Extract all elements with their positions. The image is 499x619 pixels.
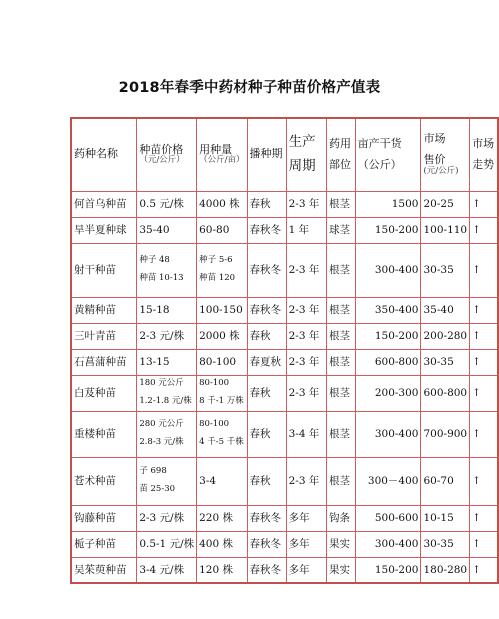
cell-part: 钩条 xyxy=(326,505,355,531)
cell-price: 3-4 元/株 xyxy=(137,557,197,583)
header-usage: 用种量 （公斤/亩） xyxy=(197,118,247,191)
cell-yield: 150-200 xyxy=(355,217,421,243)
price-table xyxy=(70,117,499,584)
cell-yield: 500-600 xyxy=(355,505,421,531)
header-cycle: 生产 周期 xyxy=(286,118,326,191)
table-row xyxy=(71,217,498,243)
table-row xyxy=(71,531,498,557)
cell-market: 30-35 xyxy=(421,531,470,557)
cell-yield: 300-400 xyxy=(355,531,421,557)
header-yield: 亩产干货 （公斤） xyxy=(355,118,421,191)
cell-part: 根茎 xyxy=(326,457,355,505)
cell-market: 600-800 xyxy=(421,375,470,411)
cell-trend: ↑ xyxy=(470,191,498,217)
cell-price: 0.5 元/株 xyxy=(137,191,197,217)
cell-name: 何首乌种苗 xyxy=(71,191,137,217)
table-row xyxy=(71,375,498,411)
cell-usage: 400 株 xyxy=(197,531,247,557)
cell-name: 钩藤种苗 xyxy=(71,505,137,531)
cell-part: 果实 xyxy=(326,557,355,583)
cell-cycle: 2-3 年 xyxy=(286,349,326,375)
cell-price: 13-15 xyxy=(137,349,197,375)
cell-part: 根茎 xyxy=(326,323,355,349)
cell-cycle: 2-3 年 xyxy=(286,375,326,411)
header-row xyxy=(71,118,498,191)
header-market: 市场 售价 (元/公斤) xyxy=(421,118,470,191)
cell-usage: 60-80 xyxy=(197,217,247,243)
cell-usage: 220 株 xyxy=(197,505,247,531)
header-season: 播种期 xyxy=(247,118,286,191)
cell-name: 石菖蒲种苗 xyxy=(71,349,137,375)
cell-cycle: 2-3 年 xyxy=(286,243,326,297)
cell-trend: ↑ xyxy=(470,297,498,323)
cell-part: 根茎 xyxy=(326,411,355,457)
cell-market: 30-35 xyxy=(421,349,470,375)
cell-trend: ↑ xyxy=(470,349,498,375)
cell-yield: 150-200 xyxy=(355,323,421,349)
cell-trend: ↑ xyxy=(470,531,498,557)
table-row xyxy=(71,557,498,583)
cell-part: 根茎 xyxy=(326,191,355,217)
cell-market: 20-25 xyxy=(421,191,470,217)
cell-season: 春秋 xyxy=(247,411,286,457)
cell-trend: ↑ xyxy=(470,323,498,349)
cell-price: 2-3 元/株 xyxy=(137,505,197,531)
cell-yield: 200-300 xyxy=(355,375,421,411)
cell-cycle: 多年 xyxy=(286,505,326,531)
cell-season: 春秋冬 xyxy=(247,531,286,557)
cell-name: 白芨种苗 xyxy=(71,375,137,411)
cell-name: 黄精种苗 xyxy=(71,297,137,323)
cell-market: 60-70 xyxy=(421,457,470,505)
cell-season: 春秋 xyxy=(247,323,286,349)
cell-trend: ↑ xyxy=(470,505,498,531)
cell-yield: 350-400 xyxy=(355,297,421,323)
cell-cycle: 2-3 年 xyxy=(286,323,326,349)
cell-part: 根茎 xyxy=(326,375,355,411)
cell-name: 重楼种苗 xyxy=(71,411,137,457)
cell-yield: 600-800 xyxy=(355,349,421,375)
cell-usage: 80-100 8 千-1 万株 xyxy=(197,375,247,411)
cell-cycle: 1 年 xyxy=(286,217,326,243)
cell-part: 根茎 xyxy=(326,297,355,323)
cell-name: 吴茱萸种苗 xyxy=(71,557,137,583)
cell-market: 700-900 xyxy=(421,411,470,457)
table-row xyxy=(71,411,498,457)
cell-trend: ↑ xyxy=(470,375,498,411)
table-row xyxy=(71,297,498,323)
cell-yield: 1500 xyxy=(355,191,421,217)
cell-season: 春秋 xyxy=(247,457,286,505)
cell-market: 200-280 xyxy=(421,323,470,349)
cell-price: 2-3 元/株 xyxy=(137,323,197,349)
cell-price: 15-18 xyxy=(137,297,197,323)
cell-trend: ↑ xyxy=(470,457,498,505)
cell-name: 射干种苗 xyxy=(71,243,137,297)
cell-price: 280 元公斤 2.8-3 元/株 xyxy=(137,411,197,457)
cell-trend: ↑ xyxy=(470,217,498,243)
cell-usage: 120 株 xyxy=(197,557,247,583)
cell-cycle: 2-3 年 xyxy=(286,297,326,323)
table-row xyxy=(71,191,498,217)
cell-cycle: 3-4 年 xyxy=(286,411,326,457)
cell-season: 春秋冬 xyxy=(247,243,286,297)
cell-price: 35-40 xyxy=(137,217,197,243)
table-row xyxy=(71,457,498,505)
cell-season: 春秋冬 xyxy=(247,557,286,583)
cell-trend: ↑ xyxy=(470,243,498,297)
cell-trend: ↑ xyxy=(470,557,498,583)
cell-season: 春夏秋 xyxy=(247,349,286,375)
table-row xyxy=(71,349,498,375)
header-name: 药种名称 xyxy=(71,118,137,191)
cell-season: 春秋 xyxy=(247,191,286,217)
cell-season: 春秋冬 xyxy=(247,297,286,323)
cell-name: 苍术种苗 xyxy=(71,457,137,505)
cell-usage: 80-100 xyxy=(197,349,247,375)
cell-market: 180-280 xyxy=(421,557,470,583)
cell-usage: 3-4 xyxy=(197,457,247,505)
header-trend: 市场 走势 xyxy=(470,118,498,191)
cell-season: 春秋 xyxy=(247,375,286,411)
cell-cycle: 多年 xyxy=(286,531,326,557)
cell-cycle: 2-3 年 xyxy=(286,191,326,217)
cell-market: 10-15 xyxy=(421,505,470,531)
cell-cycle: 2-3 年 xyxy=(286,457,326,505)
cell-part: 根茎 xyxy=(326,349,355,375)
cell-yield: 150-200 xyxy=(355,557,421,583)
cell-part: 果实 xyxy=(326,531,355,557)
table-row xyxy=(71,243,498,297)
cell-usage: 100-150 xyxy=(197,297,247,323)
cell-name: 旱半夏种球 xyxy=(71,217,137,243)
table-row xyxy=(71,505,498,531)
cell-usage: 80-100 4 千-5 千株 xyxy=(197,411,247,457)
cell-price: 180 元公斤 1.2-1.8 元/株 xyxy=(137,375,197,411)
cell-market: 35-40 xyxy=(421,297,470,323)
cell-yield: 300-400 xyxy=(355,411,421,457)
cell-market: 30-35 xyxy=(421,243,470,297)
cell-price: 种子 48 种苗 10-13 xyxy=(137,243,197,297)
header-part: 药用 部位 xyxy=(326,118,355,191)
cell-price: 子 698 苗 25-30 xyxy=(137,457,197,505)
cell-part: 球茎 xyxy=(326,217,355,243)
cell-trend: ↑ xyxy=(470,411,498,457)
cell-cycle: 多年 xyxy=(286,557,326,583)
cell-price: 0.5-1 元/株 xyxy=(137,531,197,557)
cell-yield: 300-400 xyxy=(355,243,421,297)
cell-usage: 种子 5-6 种苗 120 xyxy=(197,243,247,297)
cell-name: 栀子种苗 xyxy=(71,531,137,557)
cell-part: 根茎 xyxy=(326,243,355,297)
cell-name: 三叶青苗 xyxy=(71,323,137,349)
cell-market: 100-110 xyxy=(421,217,470,243)
cell-usage: 4000 株 xyxy=(197,191,247,217)
cell-season: 春秋冬 xyxy=(247,217,286,243)
cell-season: 春秋冬 xyxy=(247,505,286,531)
cell-usage: 2000 株 xyxy=(197,323,247,349)
page-title: 2018年春季中药材种子种苗价格产值表 xyxy=(118,80,381,96)
header-price: 种苗价格 （元/公斤） xyxy=(137,118,197,191)
table-row xyxy=(71,323,498,349)
cell-yield: 300－400 xyxy=(355,457,421,505)
